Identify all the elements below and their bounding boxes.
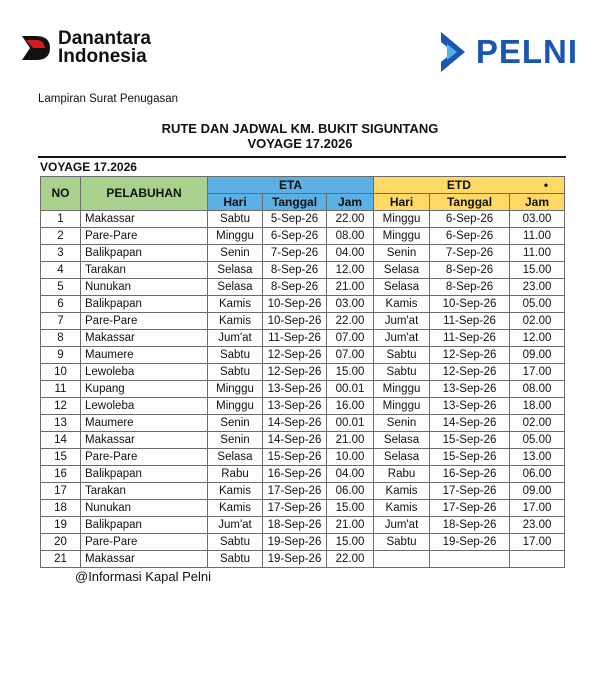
cell-etd-time: 18.00 xyxy=(510,398,565,415)
table-row xyxy=(41,313,565,330)
cell-port: Balikpapan xyxy=(81,517,208,534)
table-row xyxy=(41,228,565,245)
cell-etd-date: 10-Sep-26 xyxy=(430,296,510,313)
cell-eta-day: Sabtu xyxy=(208,534,263,551)
cell-eta-day: Selasa xyxy=(208,279,263,296)
cell-etd-date: 17-Sep-26 xyxy=(430,483,510,500)
table-row xyxy=(41,483,565,500)
cell-etd-time: 11.00 xyxy=(510,245,565,262)
document-subtitle: VOYAGE 17.2026 xyxy=(247,136,353,151)
table-row xyxy=(41,517,565,534)
table-row xyxy=(41,466,565,483)
cell-etd-day: Selasa xyxy=(374,279,430,296)
table-row xyxy=(41,500,565,517)
cell-port: Pare-Pare xyxy=(81,449,208,466)
etd-day-header: Hari xyxy=(374,194,430,211)
cell-eta-date: 19-Sep-26 xyxy=(263,534,327,551)
cell-etd-date: 6-Sep-26 xyxy=(430,228,510,245)
cell-port: Makassar xyxy=(81,330,208,347)
attachment-label: Lampiran Surat Penugasan xyxy=(38,93,179,105)
cell-no: 5 xyxy=(41,279,81,296)
cell-eta-day: Selasa xyxy=(208,262,263,279)
cell-eta-day: Senin xyxy=(208,415,263,432)
eta-time-header: Jam xyxy=(327,194,374,211)
cell-eta-day: Kamis xyxy=(208,483,263,500)
cell-no: 15 xyxy=(41,449,81,466)
cell-etd-time: 13.00 xyxy=(510,449,565,466)
col-no-header: NO xyxy=(41,177,81,211)
cell-eta-time: 15.00 xyxy=(327,534,374,551)
cell-port: Makassar xyxy=(81,432,208,449)
cell-no: 1 xyxy=(41,211,81,228)
eta-header xyxy=(208,177,374,194)
cell-etd-time: 05.00 xyxy=(510,432,565,449)
cell-etd-day: Jum'at xyxy=(374,313,430,330)
table-row xyxy=(41,245,565,262)
table-row xyxy=(41,262,565,279)
cell-etd-time: 15.00 xyxy=(510,262,565,279)
cell-etd-date: 16-Sep-26 xyxy=(430,466,510,483)
cell-no: 14 xyxy=(41,432,81,449)
col-port-header: PELABUHAN xyxy=(81,177,208,211)
cell-port: Balikpapan xyxy=(81,296,208,313)
cell-no: 12 xyxy=(41,398,81,415)
cell-eta-date: 8-Sep-26 xyxy=(263,279,327,296)
cell-eta-date: 17-Sep-26 xyxy=(263,483,327,500)
cell-eta-date: 12-Sep-26 xyxy=(263,347,327,364)
table-row xyxy=(41,398,565,415)
cell-eta-date: 13-Sep-26 xyxy=(263,398,327,415)
eta-header-label: ETA xyxy=(278,177,303,192)
cell-eta-day: Kamis xyxy=(208,313,263,330)
cell-port: Tarakan xyxy=(81,483,208,500)
cell-eta-date: 14-Sep-26 xyxy=(263,415,327,432)
cell-port: Tarakan xyxy=(81,262,208,279)
cell-etd-date: 17-Sep-26 xyxy=(430,500,510,517)
cell-eta-day: Rabu xyxy=(208,466,263,483)
cell-etd-date: 11-Sep-26 xyxy=(430,330,510,347)
title-divider xyxy=(38,156,566,158)
cell-port: Pare-Pare xyxy=(81,534,208,551)
cell-no: 19 xyxy=(41,517,81,534)
table-row xyxy=(41,551,565,568)
cell-port: Nunukan xyxy=(81,500,208,517)
cell-port: Pare-Pare xyxy=(81,313,208,330)
cell-eta-day: Sabtu xyxy=(208,347,263,364)
cell-etd-date: 15-Sep-26 xyxy=(430,432,510,449)
cell-etd-day: Senin xyxy=(374,245,430,262)
danantara-logo-text xyxy=(58,30,151,66)
cell-eta-time: 12.00 xyxy=(327,262,374,279)
cell-eta-time: 03.00 xyxy=(327,296,374,313)
etd-date-header: Tanggal xyxy=(430,194,510,211)
cell-no: 13 xyxy=(41,415,81,432)
cell-eta-day: Minggu xyxy=(208,228,263,245)
cell-etd-day: Sabtu xyxy=(374,347,430,364)
danantara-logo-icon xyxy=(20,32,52,64)
cell-eta-date: 13-Sep-26 xyxy=(263,381,327,398)
table-row xyxy=(41,296,565,313)
header-row-top xyxy=(41,177,565,194)
cell-etd-time: 17.00 xyxy=(510,364,565,381)
cell-no: 21 xyxy=(41,551,81,568)
cell-eta-time: 22.00 xyxy=(327,551,374,568)
table-row xyxy=(41,347,565,364)
cell-etd-day: Sabtu xyxy=(374,534,430,551)
cell-no: 7 xyxy=(41,313,81,330)
cell-eta-date: 14-Sep-26 xyxy=(263,432,327,449)
cell-etd-date: 12-Sep-26 xyxy=(430,364,510,381)
cell-etd-time: 09.00 xyxy=(510,483,565,500)
cell-etd-day: Minggu xyxy=(374,381,430,398)
cell-etd-date: 13-Sep-26 xyxy=(430,381,510,398)
cell-port: Makassar xyxy=(81,211,208,228)
etd-time-header: Jam xyxy=(510,194,565,211)
cell-eta-time: 21.00 xyxy=(327,517,374,534)
cell-port: Nunukan xyxy=(81,279,208,296)
cell-etd-date: 15-Sep-26 xyxy=(430,449,510,466)
cell-etd-date: 18-Sep-26 xyxy=(430,517,510,534)
pelni-logo xyxy=(438,30,578,74)
cell-etd-date: 12-Sep-26 xyxy=(430,347,510,364)
schedule-body xyxy=(41,211,565,568)
cell-eta-time: 08.00 xyxy=(327,228,374,245)
cell-etd-day: Minggu xyxy=(374,211,430,228)
cell-eta-date: 8-Sep-26 xyxy=(263,262,327,279)
cell-etd-time: 02.00 xyxy=(510,415,565,432)
cell-eta-time: 15.00 xyxy=(327,364,374,381)
cell-etd-day: Minggu xyxy=(374,228,430,245)
cell-eta-date: 10-Sep-26 xyxy=(263,313,327,330)
cell-eta-day: Jum'at xyxy=(208,330,263,347)
cell-eta-date: 12-Sep-26 xyxy=(263,364,327,381)
cell-eta-date: 10-Sep-26 xyxy=(263,296,327,313)
cell-etd-day: Selasa xyxy=(374,432,430,449)
cell-etd-date xyxy=(430,551,510,568)
cell-eta-day: Kamis xyxy=(208,296,263,313)
cell-eta-date: 17-Sep-26 xyxy=(263,500,327,517)
cell-no: 9 xyxy=(41,347,81,364)
cell-eta-day: Kamis xyxy=(208,500,263,517)
cell-etd-date: 6-Sep-26 xyxy=(430,211,510,228)
cell-etd-day: Jum'at xyxy=(374,517,430,534)
cell-etd-day: Sabtu xyxy=(374,364,430,381)
cell-eta-day: Senin xyxy=(208,245,263,262)
cell-eta-date: 11-Sep-26 xyxy=(263,330,327,347)
cell-etd-time: 03.00 xyxy=(510,211,565,228)
table-row xyxy=(41,330,565,347)
cell-eta-day: Sabtu xyxy=(208,364,263,381)
cell-no: 4 xyxy=(41,262,81,279)
table-row xyxy=(41,534,565,551)
danantara-logo xyxy=(20,30,151,66)
cell-port: Balikpapan xyxy=(81,245,208,262)
cell-etd-day: Selasa xyxy=(374,449,430,466)
table-row xyxy=(41,381,565,398)
cell-etd-time: 12.00 xyxy=(510,330,565,347)
table-row xyxy=(41,279,565,296)
cell-no: 16 xyxy=(41,466,81,483)
cell-no: 17 xyxy=(41,483,81,500)
cell-etd-time: 17.00 xyxy=(510,534,565,551)
cell-eta-time: 21.00 xyxy=(327,432,374,449)
cell-port: Pare-Pare xyxy=(81,228,208,245)
voyage-label: VOYAGE 17.2026 xyxy=(40,160,137,174)
schedule-table xyxy=(40,176,565,568)
cell-eta-time: 22.00 xyxy=(327,211,374,228)
cell-no: 11 xyxy=(41,381,81,398)
footer-credit: @Informasi Kapal Pelni xyxy=(75,569,212,584)
cell-eta-day: Selasa xyxy=(208,449,263,466)
cell-etd-time: 05.00 xyxy=(510,296,565,313)
cell-eta-time: 07.00 xyxy=(327,330,374,347)
cell-etd-day: Jum'at xyxy=(374,330,430,347)
cell-port: Balikpapan xyxy=(81,466,208,483)
cell-eta-day: Senin xyxy=(208,432,263,449)
cell-eta-date: 19-Sep-26 xyxy=(263,551,327,568)
cell-eta-date: 16-Sep-26 xyxy=(263,466,327,483)
table-row xyxy=(41,415,565,432)
cell-port: Kupang xyxy=(81,381,208,398)
document-title: RUTE DAN JADWAL KM. BUKIT SIGUNTANG xyxy=(161,121,439,136)
cell-no: 8 xyxy=(41,330,81,347)
etd-header xyxy=(374,177,565,194)
pelni-logo-icon xyxy=(438,30,468,74)
cell-no: 2 xyxy=(41,228,81,245)
cell-etd-date: 8-Sep-26 xyxy=(430,279,510,296)
cell-etd-date: 14-Sep-26 xyxy=(430,415,510,432)
cell-eta-time: 04.00 xyxy=(327,245,374,262)
cell-eta-date: 7-Sep-26 xyxy=(263,245,327,262)
cell-eta-time: 22.00 xyxy=(327,313,374,330)
cell-etd-day: Minggu xyxy=(374,398,430,415)
cell-etd-date: 13-Sep-26 xyxy=(430,398,510,415)
eta-date-header: Tanggal xyxy=(263,194,327,211)
cell-etd-time: 23.00 xyxy=(510,279,565,296)
cell-etd-time: 02.00 xyxy=(510,313,565,330)
cell-port: Lewoleba xyxy=(81,398,208,415)
cell-etd-time: 23.00 xyxy=(510,517,565,534)
cell-etd-time: 08.00 xyxy=(510,381,565,398)
cell-port: Maumere xyxy=(81,415,208,432)
cell-etd-time: 06.00 xyxy=(510,466,565,483)
cell-eta-date: 15-Sep-26 xyxy=(263,449,327,466)
cell-eta-day: Sabtu xyxy=(208,211,263,228)
table-row xyxy=(41,211,565,228)
cell-etd-date: 7-Sep-26 xyxy=(430,245,510,262)
cell-eta-time: 15.00 xyxy=(327,500,374,517)
cell-no: 18 xyxy=(41,500,81,517)
cell-etd-date: 19-Sep-26 xyxy=(430,534,510,551)
cell-eta-date: 6-Sep-26 xyxy=(263,228,327,245)
cell-port: Makassar xyxy=(81,551,208,568)
cell-eta-date: 18-Sep-26 xyxy=(263,517,327,534)
cell-eta-time: 21.00 xyxy=(327,279,374,296)
cell-eta-time: 00.01 xyxy=(327,381,374,398)
cell-port: Maumere xyxy=(81,347,208,364)
table-row xyxy=(41,364,565,381)
cell-eta-time: 04.00 xyxy=(327,466,374,483)
cell-eta-time: 00.01 xyxy=(327,415,374,432)
etd-header-label: ETD xyxy=(446,177,471,192)
cell-no: 10 xyxy=(41,364,81,381)
cell-etd-day: Rabu xyxy=(374,466,430,483)
cell-etd-day: Kamis xyxy=(374,500,430,517)
cell-no: 20 xyxy=(41,534,81,551)
cell-eta-date: 5-Sep-26 xyxy=(263,211,327,228)
cell-eta-time: 16.00 xyxy=(327,398,374,415)
cell-etd-time: 11.00 xyxy=(510,228,565,245)
cell-no: 3 xyxy=(41,245,81,262)
cell-etd-time xyxy=(510,551,565,568)
cell-port: Lewoleba xyxy=(81,364,208,381)
cell-etd-time: 09.00 xyxy=(510,347,565,364)
table-row xyxy=(41,432,565,449)
etd-marker: • xyxy=(543,177,549,192)
cell-etd-date: 8-Sep-26 xyxy=(430,262,510,279)
cell-etd-day: Selasa xyxy=(374,262,430,279)
danantara-logo-line2: Indonesia xyxy=(58,46,147,67)
cell-etd-day: Kamis xyxy=(374,296,430,313)
cell-eta-time: 10.00 xyxy=(327,449,374,466)
cell-eta-day: Jum'at xyxy=(208,517,263,534)
cell-eta-time: 06.00 xyxy=(327,483,374,500)
cell-etd-date: 11-Sep-26 xyxy=(430,313,510,330)
cell-etd-day: Senin xyxy=(374,415,430,432)
pelni-logo-text: PELNI xyxy=(475,33,578,70)
cell-eta-time: 07.00 xyxy=(327,347,374,364)
cell-etd-day: Kamis xyxy=(374,483,430,500)
cell-eta-day: Sabtu xyxy=(208,551,263,568)
cell-etd-day xyxy=(374,551,430,568)
cell-etd-time: 17.00 xyxy=(510,500,565,517)
danantara-logo-line1: Danantara xyxy=(58,28,151,49)
table-row xyxy=(41,449,565,466)
cell-eta-day: Minggu xyxy=(208,381,263,398)
cell-no: 6 xyxy=(41,296,81,313)
eta-day-header: Hari xyxy=(208,194,263,211)
cell-eta-day: Minggu xyxy=(208,398,263,415)
